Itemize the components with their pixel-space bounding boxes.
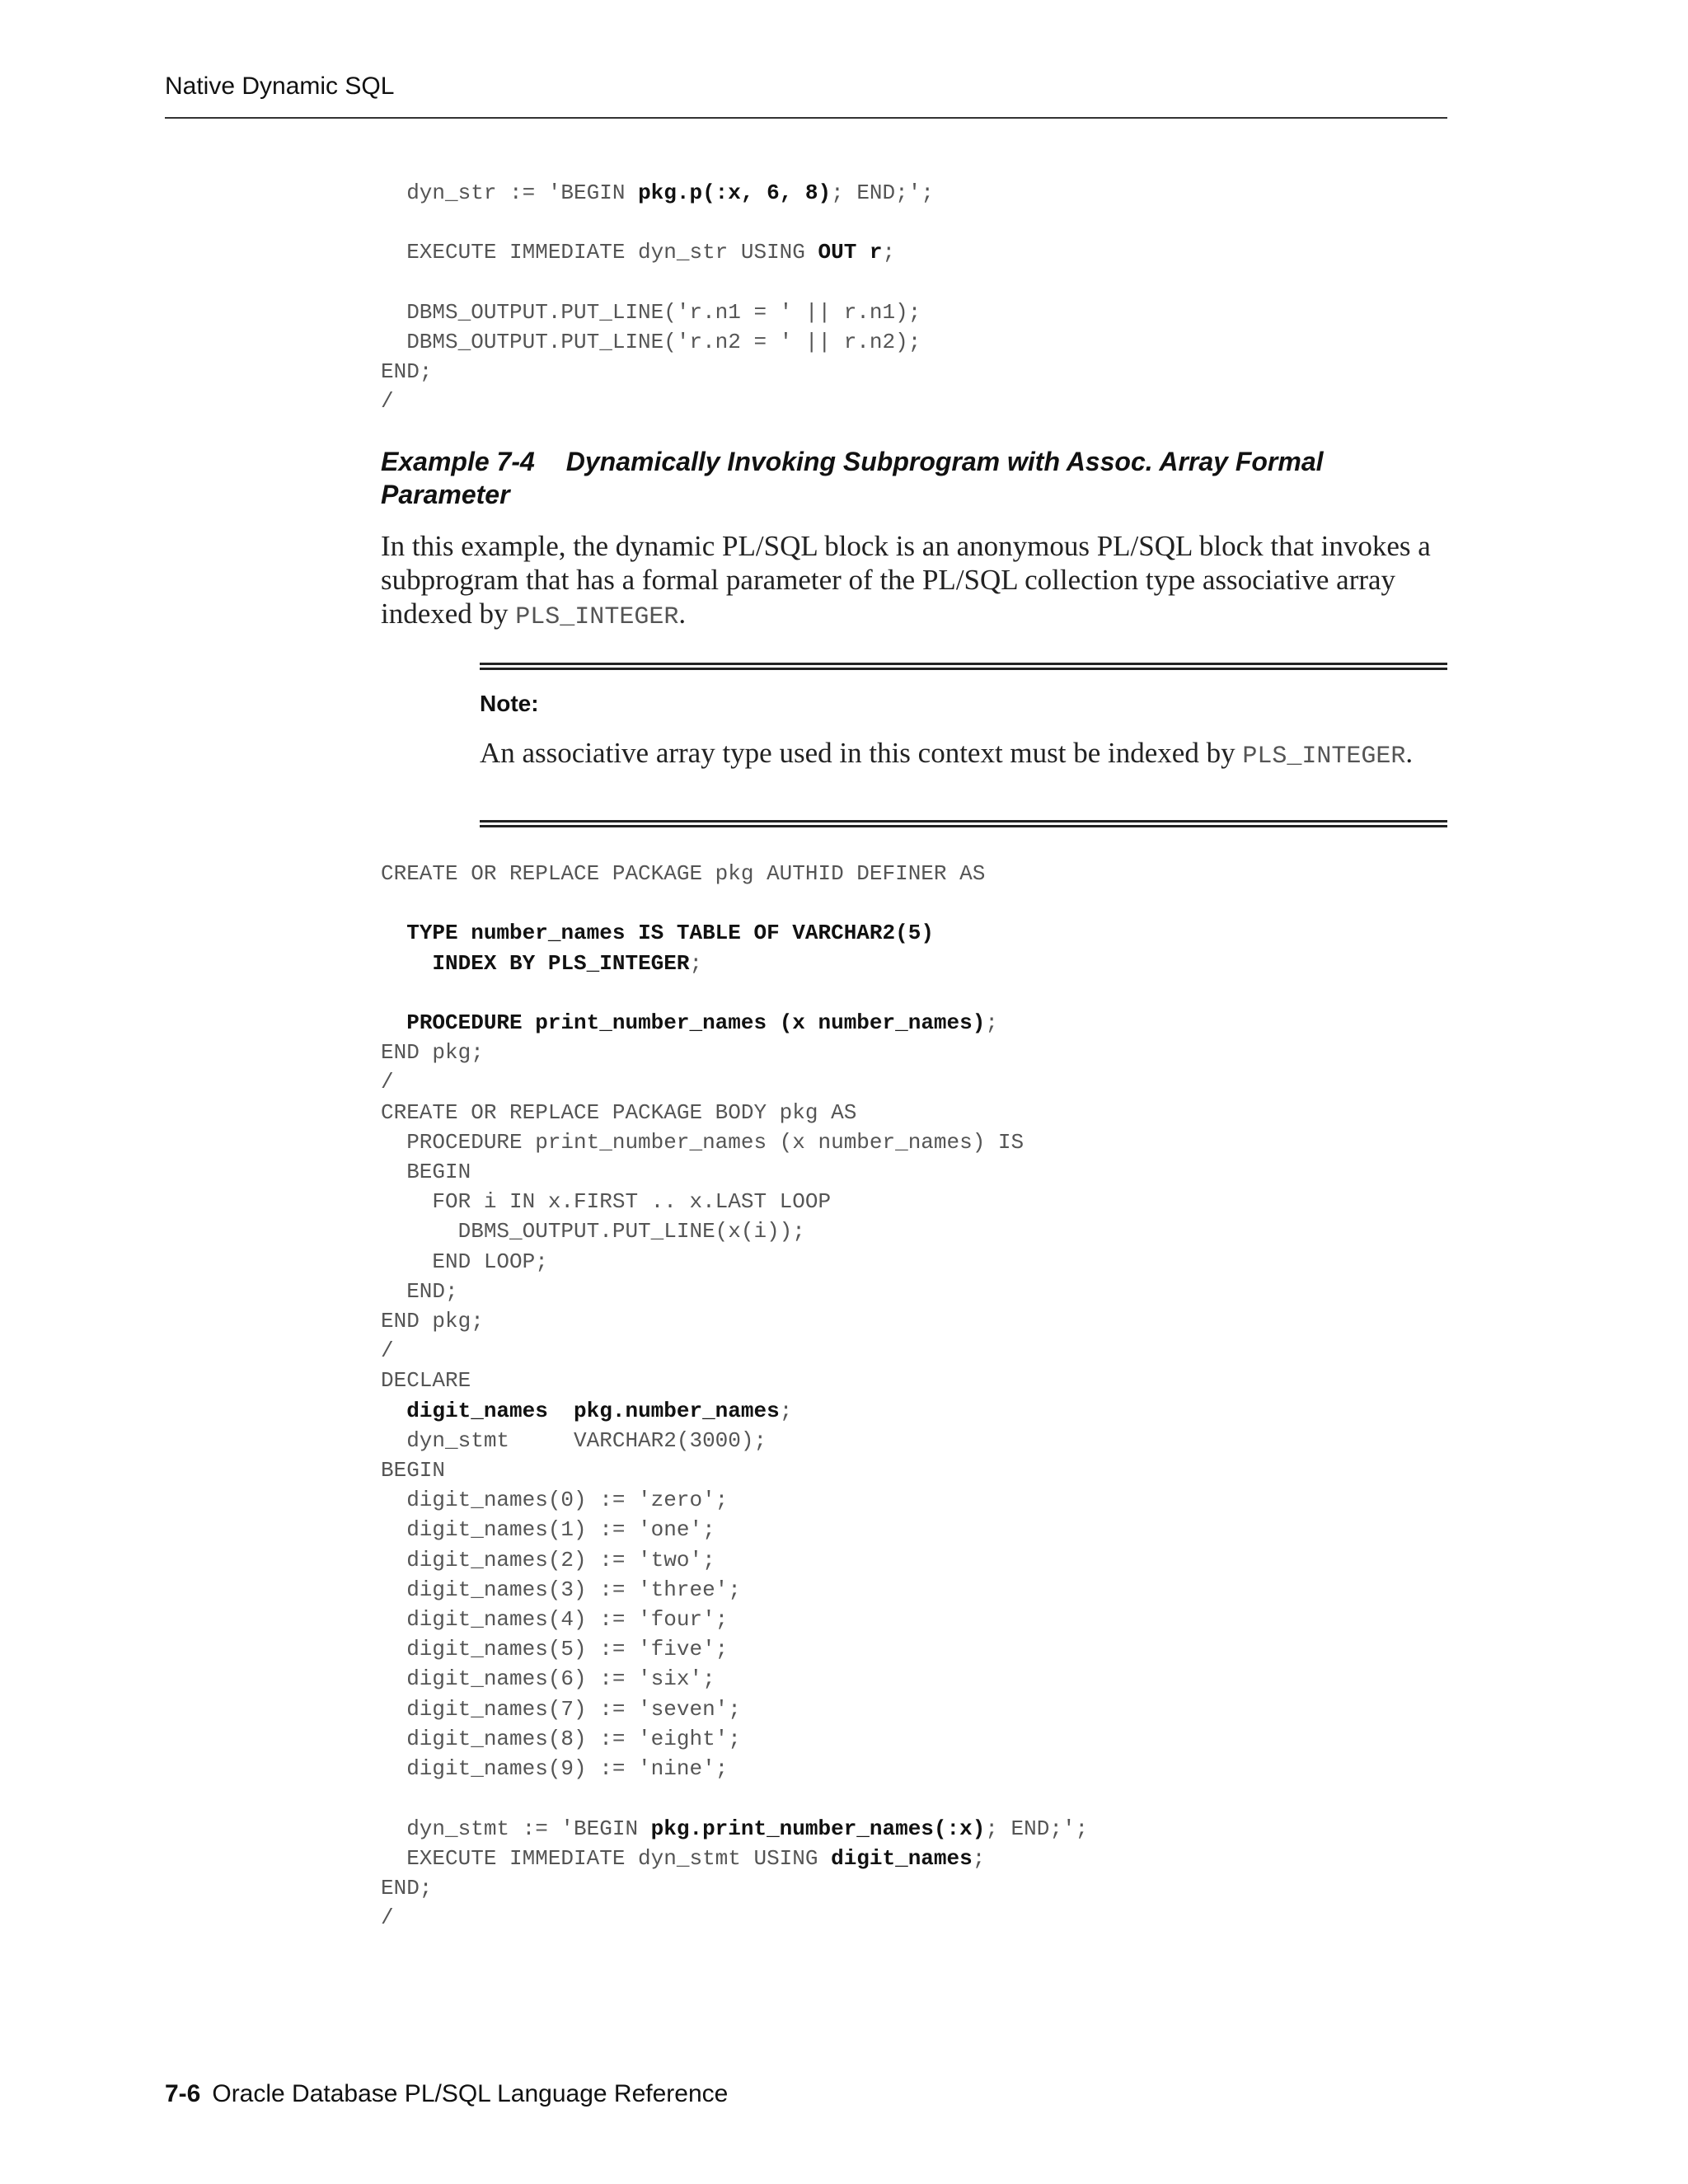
- code-token: DECLARE: [381, 1368, 471, 1394]
- code-token: CREATE OR REPLACE PACKAGE BODY pkg AS: [381, 1099, 857, 1125]
- code-line: [381, 1010, 998, 1035]
- code-line: [381, 300, 921, 325]
- note-bottom-rule: [480, 820, 1447, 827]
- code-line: [381, 1040, 484, 1065]
- code-token: digit_names(1) := 'one';: [381, 1517, 715, 1543]
- code-line: [381, 1130, 1024, 1155]
- code-token: pkg.print_number_names(:x): [650, 1816, 986, 1841]
- code-line: [381, 359, 432, 384]
- code-token: ;: [882, 240, 896, 265]
- code-token: /: [381, 1338, 394, 1364]
- code-token: DBMS_OUTPUT.PUT_LINE('r.n1 = ' || r.n1);: [381, 299, 921, 325]
- code-line: [381, 1219, 805, 1244]
- code-line: [381, 1189, 831, 1214]
- code-token: dyn_stmt := 'BEGIN: [381, 1816, 651, 1841]
- code-token: DBMS_OUTPUT.PUT_LINE(x(i));: [381, 1219, 805, 1244]
- book-title: Oracle Database PL/SQL Language Reference: [212, 2080, 729, 2107]
- note-text-body: An associative array type used in this context must be indexed by: [480, 737, 1243, 769]
- page-footer: [165, 2080, 728, 2108]
- code-line: [381, 1816, 1088, 1841]
- code-line: [381, 1697, 741, 1722]
- code-listing-example-7-4: [381, 859, 1088, 1933]
- code-token: digit_names(9) := 'nine';: [381, 1756, 729, 1782]
- code-line: [381, 1488, 728, 1512]
- code-line: [381, 921, 934, 945]
- code-line: [381, 1637, 728, 1661]
- code-token: INDEX BY PLS_INTEGER: [432, 950, 690, 976]
- code-token: /: [381, 389, 394, 415]
- code-token: BEGIN: [381, 1458, 446, 1483]
- code-line: [381, 1160, 471, 1184]
- code-line: [381, 1100, 856, 1125]
- code-token: digit_names pkg.number_names: [406, 1398, 780, 1423]
- code-line: [381, 1517, 715, 1542]
- example-title-text: Dynamically Invoking Subprogram with Assoc. Array Formal Parameter: [381, 447, 1324, 509]
- code-line: [381, 1338, 394, 1363]
- code-listing-continued: [381, 178, 934, 417]
- code-line: [381, 1428, 767, 1453]
- code-token: EXECUTE IMMEDIATE dyn_str USING: [381, 240, 818, 265]
- code-token: ;: [985, 1010, 998, 1036]
- code-token: OUT r: [818, 240, 883, 265]
- code-token: [381, 1010, 406, 1035]
- code-token: END;: [381, 1278, 458, 1304]
- code-token: digit_names(6) := 'six';: [381, 1666, 715, 1692]
- code-token: ;: [779, 1398, 793, 1423]
- code-token: dyn_str := 'BEGIN: [381, 180, 639, 205]
- code-token: digit_names(4) := 'four';: [381, 1607, 729, 1633]
- example-number: Example 7-4: [381, 447, 535, 476]
- code-token: PROCEDURE print_number_names (x number_names) IS: [381, 1129, 1025, 1155]
- code-line: [381, 1279, 458, 1304]
- code-token: ;: [689, 950, 703, 976]
- code-line: [381, 1070, 394, 1094]
- header-rule: [165, 117, 1447, 119]
- code-token: BEGIN: [381, 1160, 471, 1185]
- code-line: [381, 1368, 471, 1393]
- code-line: [381, 1399, 792, 1423]
- code-token: FOR i IN x.FIRST .. x.LAST LOOP: [381, 1189, 832, 1215]
- code-token: END LOOP;: [381, 1249, 548, 1274]
- code-token: digit_names(2) := 'two';: [381, 1547, 715, 1572]
- description-end: .: [678, 598, 687, 630]
- code-token: pkg.p(:x, 6, 8): [638, 180, 832, 205]
- code-token: [381, 921, 406, 945]
- note-top-rule: [480, 663, 1447, 670]
- code-token: /: [381, 1070, 394, 1095]
- note-inline-code: PLS_INTEGER: [1242, 743, 1406, 771]
- code-token: [381, 1399, 406, 1423]
- code-line: [381, 389, 394, 414]
- code-token: END;: [381, 1875, 433, 1900]
- code-line: [381, 1548, 715, 1572]
- code-token: ; END;';: [831, 180, 934, 205]
- note-text: [480, 736, 1444, 774]
- code-token: END;: [381, 359, 433, 385]
- code-token: ;: [972, 1845, 986, 1871]
- code-line: [381, 240, 895, 265]
- code-line: [381, 1249, 548, 1274]
- code-token: END pkg;: [381, 1309, 484, 1334]
- code-token: TYPE number_names IS TABLE OF VARCHAR2(5): [406, 921, 934, 946]
- code-line: [381, 1876, 432, 1900]
- code-token: dyn_stmt VARCHAR2(3000);: [381, 1427, 767, 1453]
- code-line: [381, 1577, 741, 1602]
- code-token: /: [381, 1905, 394, 1931]
- code-token: [381, 951, 432, 976]
- inline-code: PLS_INTEGER: [515, 603, 679, 631]
- code-line: [381, 1309, 484, 1333]
- page-number: 7-6: [165, 2080, 201, 2107]
- description-text: In this example, the dynamic PL/SQL block is an anonymous PL/SQL block that invokes a subprogram that has a formal parameter of the PL/SQL collection type associative array indexed by: [381, 530, 1431, 630]
- code-token: digit_names(8) := 'eight';: [381, 1726, 741, 1751]
- code-token: digit_names(0) := 'zero';: [381, 1488, 729, 1513]
- code-line: [381, 1666, 715, 1691]
- code-token: EXECUTE IMMEDIATE dyn_stmt USING: [381, 1845, 832, 1871]
- code-line: [381, 1846, 985, 1871]
- code-token: digit_names(5) := 'five';: [381, 1637, 729, 1662]
- code-line: [381, 180, 934, 205]
- code-line: [381, 1458, 445, 1483]
- code-line: [381, 1905, 394, 1930]
- code-token: DBMS_OUTPUT.PUT_LINE('r.n2 = ' || r.n2);: [381, 330, 921, 355]
- code-token: PROCEDURE print_number_names (x number_names): [406, 1010, 986, 1036]
- code-line: [381, 861, 985, 886]
- example-title: [381, 445, 1452, 511]
- code-line: [381, 1756, 728, 1781]
- code-token: END pkg;: [381, 1040, 484, 1066]
- code-line: [381, 1607, 728, 1632]
- code-line: [381, 330, 921, 354]
- note-label: Note:: [480, 691, 539, 716]
- code-token: CREATE OR REPLACE PACKAGE pkg AUTHID DEFINER AS: [381, 861, 986, 886]
- code-token: digit_names(7) := 'seven';: [381, 1696, 741, 1722]
- example-description: [381, 529, 1452, 635]
- note-text-end: .: [1405, 737, 1414, 769]
- code-token: digit_names: [831, 1845, 973, 1871]
- code-token: digit_names(3) := 'three';: [381, 1577, 741, 1602]
- code-line: [381, 1727, 741, 1751]
- code-line: [381, 951, 702, 976]
- running-header: Native Dynamic SQL: [165, 73, 395, 100]
- code-token: ; END;';: [985, 1816, 1089, 1841]
